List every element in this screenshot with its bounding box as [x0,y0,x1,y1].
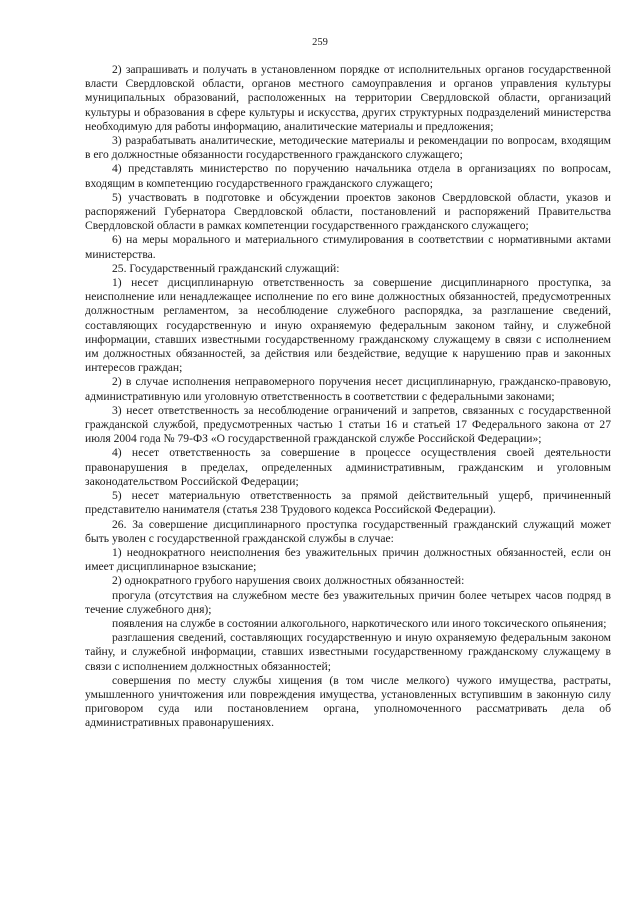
paragraph: 3) несет ответственность за несоблюдение ограничений и запретов, связанных с государственной гражданской службой, предусмотренных частью 1 статьи 16 и статьей 17 Федерального закона от 27 июля 2004 года № 79-ФЗ «О государственной гражданской службе Российской Федерации»; [85,403,611,446]
paragraph: совершения по месту службы хищения (в том числе мелкого) чужого имущества, растраты, умышленного уничтожения или повреждения имущества, установленных вступившим в законную силу приговором суда или постановлением органа, уполномоченного рассматривать дела об административных правонарушениях. [85,673,611,730]
paragraph: 1) неоднократного неисполнения без уважительных причин должностных обязанностей, если он имеет дисциплинарное взыскание; [85,545,611,574]
paragraph: 2) в случае исполнения неправомерного поручения несет дисциплинарную, гражданско-правовую, административную или уголовную ответственность в соответствии с федеральными законами; [85,375,611,403]
paragraph: 5) несет материальную ответственность за прямой действительный ущерб, причиненный представителю нанимателя (статья 238 Трудового кодекса Российской Федерации). [85,489,611,517]
paragraph: 4) представлять министерство по поручению начальника отдела в организациях по вопросам, входящим в компетенцию государственного гражданского служащего; [85,162,611,190]
paragraph: прогула (отсутствия на служебном месте без уважительных причин более четырех часов подряд в течение служебного дня); [85,588,611,616]
paragraph: 3) разрабатывать аналитические, методические материалы и рекомендации по вопросам, входящим в его должностные обязанности государственного гражданского служащего; [85,134,611,162]
paragraph: 4) несет ответственность за совершение в процессе осуществления своей деятельности правонарушения в пределах, определенных административным, гражданским и уголовным законодательством Российской Федерации; [85,446,611,488]
paragraph: разглашения сведений, составляющих государственную и иную охраняемую федеральным законом тайну, и служебной информации, ставших известными государственному гражданскому служащему в связи с исполнением должностных обязанностей; [85,631,611,673]
paragraph: 5) участвовать в подготовке и обсуждении проектов законов Свердловской области, указов и распоряжений Губернатора Свердловской области, постановлений и распоряжений Правительства Свердловской области в рамках компетенции государственного гражданского служащего; [85,190,611,233]
paragraph: 2) запрашивать и получать в установленном порядке от исполнительных органов государственной власти Свердловской области, органов местного самоуправления и органов управления культуры муниципальных образований, расположенных на территории Свердловской области, организаций культуры и образования в сфере культуры и искусства, других структурных подразделений министерства необходимую для работы информацию, аналитические материалы и предложения; [85,63,611,133]
paragraph: 2) однократного грубого нарушения своих должностных обязанностей: [112,574,465,588]
page-number: 259 [312,37,328,48]
paragraph: 1) несет дисциплинарную ответственность за совершение дисциплинарного проступка, за неисполнение или ненадлежащее исполнение по его вине должностных обязанностей, предусмотренных должностным регламентом, за несоблюдение служебного распорядка, за разглашение сведений, составляющих государственную и иную охраняемую федеральным законом тайну, и служебной информации, ставших известными государственному гражданскому служащему в связи с исполнением им должностных обязанностей, за действия или бездействие, ведущие к нарушению прав и законных интересов граждан; [85,276,611,375]
paragraph: 6) на меры морального и материального стимулирования в соответствии с нормативными актами министерства. [85,233,611,261]
section-heading: 25. Государственный гражданский служащий: [112,261,340,275]
document-body [85,63,611,731]
section-heading: 26. За совершение дисциплинарного проступка государственный гражданский служащий может быть уволен с государственной гражданской службы в случае: [85,517,611,545]
paragraph: появления на службе в состоянии алкогольного, наркотического или иного токсического опьянения; [112,616,607,630]
